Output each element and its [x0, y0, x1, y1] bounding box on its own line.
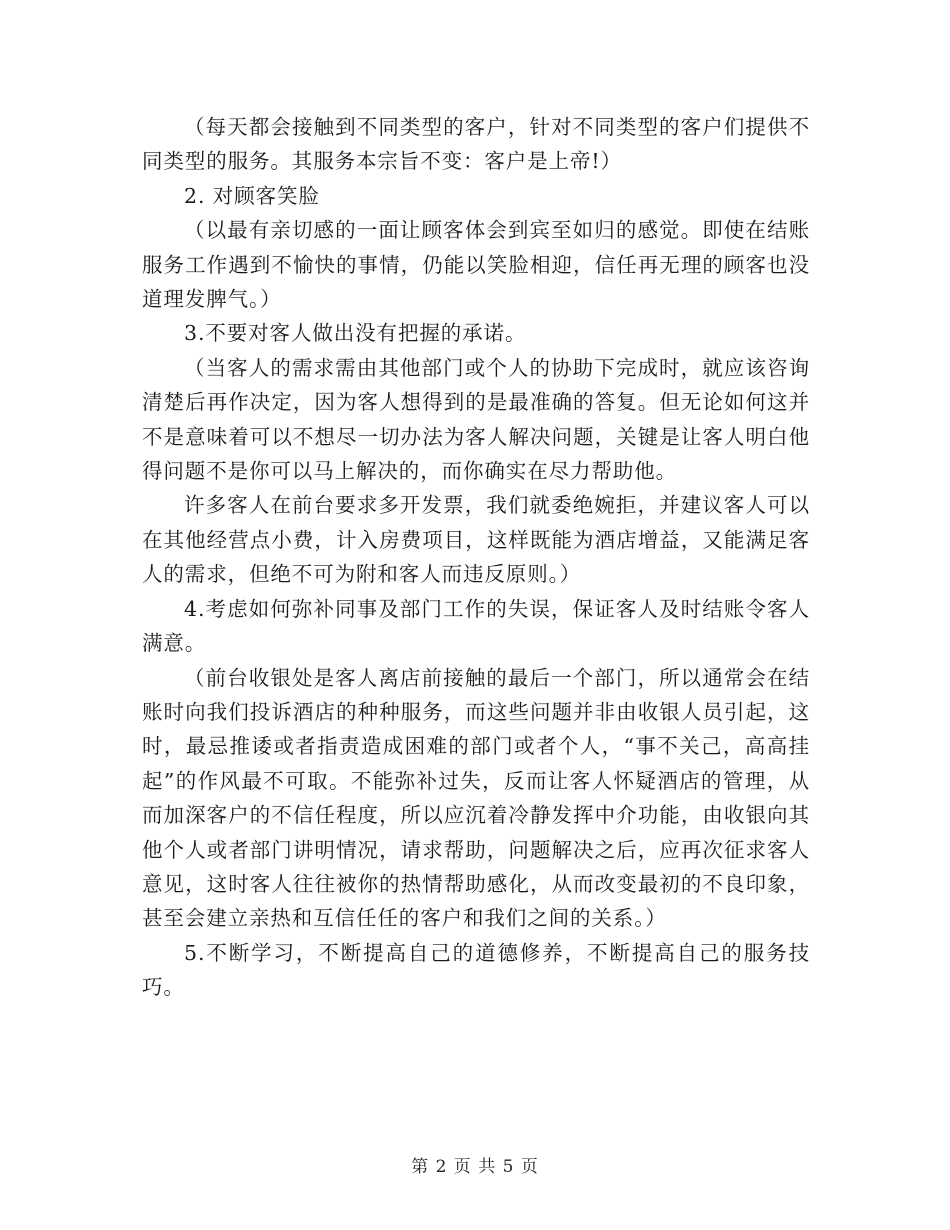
paragraph: （当客人的需求需由其他部门或个人的协助下完成时，就应该咨询清楚后再作决定，因为客人想得到的是最准确的答复。但无论如何这并不是意味着可以不想尽一切办法为客人解决问题，关键是让客人明白他得问题不是你可以马上解决的，而你确实在尽力帮助他。: [142, 355, 810, 484]
paragraph: （以最有亲切感的一面让顾客体会到宾至如归的感觉。即使在结账服务工作遇到不愉快的事情，仍能以笑脸相迎，信任再无理的顾客也没道理发脾气。）: [142, 218, 810, 312]
paragraph: （前台收银处是客人离店前接触的最后一个部门，所以通常会在结账时向我们投诉酒店的种种服务，而这些问题并非由收银人员引起，这时，最忌推诿或者指责造成困难的部门或者个人，“事不关己，高高挂起”的作风最不可取。不能弥补过失，反而让客人怀疑酒店的管理，从而加深客户的不信任程度，所以应沉着冷静发挥中介功能，由收银向其他个人或者部门讲明情况，请求帮助，问题解决之后，应再次征求客人意见，这时客人往往被你的热情帮助感化，从而改变最初的不良印象，甚至会建立亲热和互信任任的客户和我们之间的关系。）: [142, 665, 810, 931]
paragraph: 4.考虑如何弥补同事及部门工作的失误，保证客人及时结账令客人满意。: [142, 596, 810, 656]
paragraph: 5.不断学习，不断提高自己的道德修养，不断提高自己的服务技巧。: [142, 940, 810, 1000]
document-body: [142, 110, 810, 1005]
page-number-footer: 第 2 页 共 5 页: [411, 1157, 539, 1177]
paragraph: 2. 对顾客笑脸: [184, 183, 320, 208]
paragraph: 3.不要对客人做出没有把握的承诺。: [184, 321, 527, 346]
paragraph: 许多客人在前台要求多开发票，我们就委绝婉拒，并建议客人可以在其他经营点小费，计入房费项目，这样既能为酒店增益，又能满足客人的需求，但绝不可为附和客人而违反原则。）: [142, 493, 810, 587]
paragraph: （每天都会接触到不同类型的客户，针对不同类型的客户们提供不同类型的服务。其服务本宗旨不变：客户是上帝!）: [142, 115, 810, 174]
